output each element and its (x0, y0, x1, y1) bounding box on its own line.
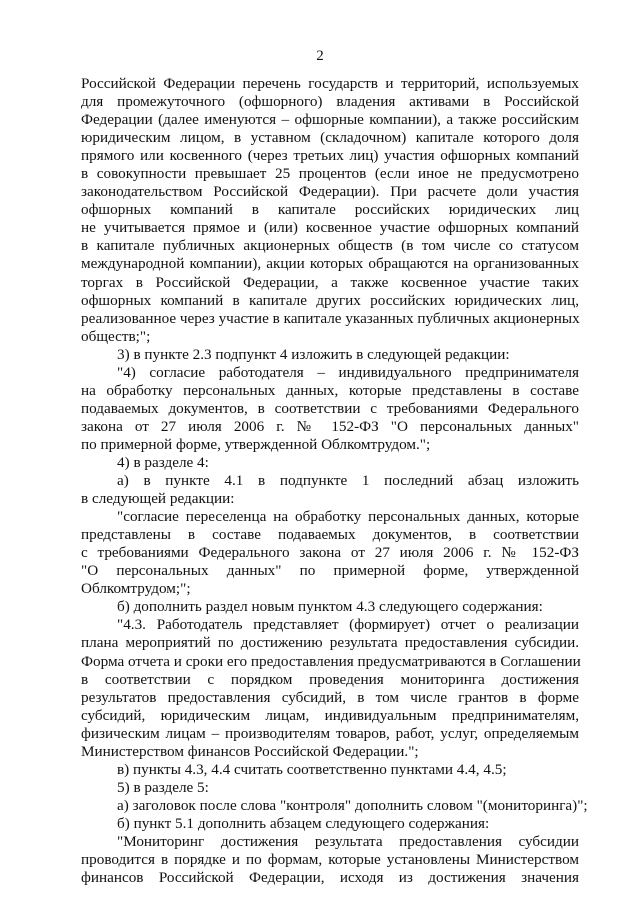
text-line: торгах в Российской Федерации, а также косвенное участие таких (81, 273, 579, 291)
text-line: подаваемых документов, в соответствии с требованиями Федерального (81, 399, 579, 417)
text-line: проводится в порядке и по формам, которые установлены Министерством (81, 851, 579, 869)
text-line: финансов Российской Федерации, исходя из достижения значения (81, 869, 579, 887)
text-line: с требованиями Федерального закона от 27 июля 2006 г. № 152-ФЗ (81, 544, 579, 562)
text-line: "О персональных данных" по примерной форме, утвержденной (81, 562, 579, 580)
text-line: представлены в составе подаваемых документов, в соответствии (81, 526, 579, 544)
text-line: офшорных компаний в капитале других российских юридических лиц, (81, 291, 579, 309)
text-line: законодательством Российской Федерации). При расчете доли участия (81, 183, 579, 201)
text-line: офшорных компаний в капитале российских юридических лиц (81, 201, 579, 219)
text-line: субсидий, юридическим лицам, индивидуальным предпринимателям, (81, 706, 579, 724)
text-line: физическим лицам – производителям товаров, работ, услуг, определяемым (81, 724, 579, 742)
text-line: "согласие переселенца на обработку персональных данных, которые (117, 508, 579, 526)
text-line: 3) в пункте 2.3 подпункт 4 изложить в следующей редакции: (117, 345, 510, 363)
text-line: в совокупности превышает 25 процентов (если иное не предусмотрено (81, 165, 579, 183)
text-line: а) в пункте 4.1 в подпункте 1 последний абзац изложить (117, 472, 579, 490)
text-line: прямого или косвенного (через третьих лиц) участия офшорных компаний (81, 147, 579, 165)
text-line: "4.3. Работодатель представляет (формирует) отчет о реализации (117, 616, 579, 634)
text-line: в) пункты 4.3, 4.4 считать соответственно пунктами 4.4, 4.5; (117, 760, 507, 778)
text-line: Облкомтрудом;"; (81, 580, 191, 598)
text-line: юридическим лицом, в уставном (складочном) капитале которого доля (81, 129, 579, 147)
text-line: в соответствии с порядком проведения мониторинга достижения (81, 670, 579, 688)
text-line: Министерством финансов Российской Федерации."; (81, 742, 419, 760)
text-line: результатов предоставления субсидий, в том числе грантов в форме (81, 688, 579, 706)
text-line: Форма отчета и сроки его предоставления предусматриваются в Соглашении (81, 652, 581, 670)
text-line: Федерации (далее именуются – офшорные компании), а также российским (81, 111, 579, 129)
text-line: в следующей редакции: (81, 490, 235, 508)
text-line: б) дополнить раздел новым пунктом 4.3 следующего содержания: (117, 598, 543, 616)
text-line: на обработку персональных данных, которые представлены в составе (81, 381, 579, 399)
text-line: закона от 27 июля 2006 г. № 152-ФЗ "О персональных данных" (81, 417, 579, 435)
text-line: 5) в разделе 5: (117, 778, 209, 796)
text-line: "Мониторинг достижения результата предоставления субсидии (117, 832, 579, 850)
document-body (81, 75, 588, 887)
text-line: реализованное через участие в капитале указанных публичных акционерных (81, 309, 580, 327)
text-line: в капитале публичных акционерных обществ (в том числе со статусом (81, 237, 579, 255)
text-line: не учитывается прямое и (или) косвенное участие офшорных компаний (81, 219, 579, 237)
page-number: 2 (316, 48, 324, 64)
text-line: 4) в разделе 4: (117, 453, 209, 471)
text-line: а) заголовок после слова "контроля" дополнить словом "(мониторинга)"; (117, 796, 588, 814)
text-line: "4) согласие работодателя – индивидуального предпринимателя (117, 363, 579, 381)
text-line: Российской Федерации перечень государств и территорий, используемых (81, 75, 579, 92)
text-line: международной компании), акции которых обращаются на организованных (81, 255, 579, 273)
text-line: плана мероприятий по достижению результата предоставления субсидии. (81, 634, 579, 652)
text-line: по примерной форме, утвержденной Облкомтрудом."; (81, 435, 431, 453)
text-line: б) пункт 5.1 дополнить абзацем следующего содержания: (117, 814, 490, 832)
text-line: для промежуточного (офшорного) владения активами в Российской (81, 93, 579, 111)
text-line: обществ;"; (81, 327, 151, 345)
